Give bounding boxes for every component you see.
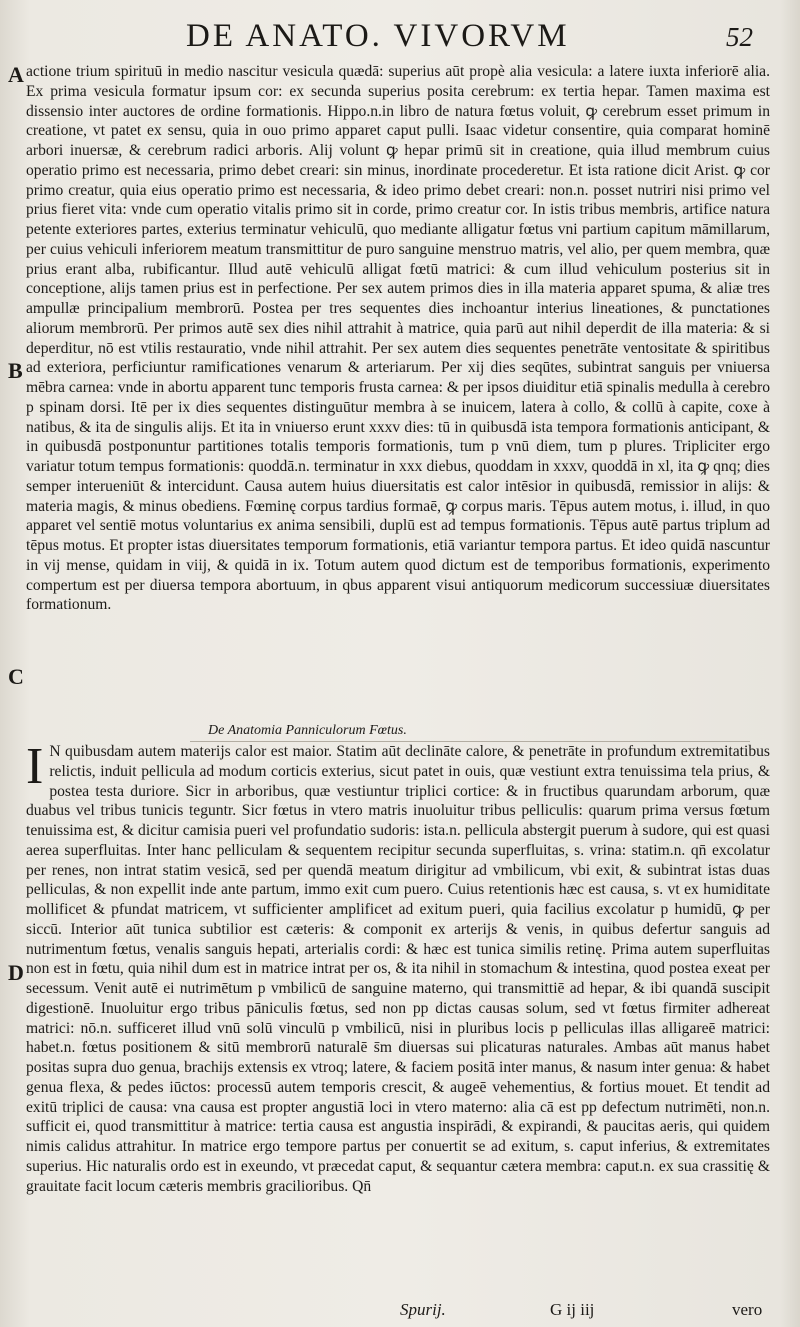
signature-mark: Spurij. [400, 1300, 446, 1319]
page-header [0, 18, 800, 58]
body-text-part-2 [26, 738, 770, 1196]
paragraph-1: actione trium spirituū in medio nascitur vesicula quædā: superius aūt propè alia vesicula: a latere iuxta inferiorē alia. Ex prima vesicula formatur ipsum cor: ex secunda superius posita cerebrum: ex tertia hepar. Tamen maxima est dissensio inter auctores de ordine formationis. Hippo.n.in libro de natura fœtus voluit, ꝙ cerebrum esset primum in creatione, vt patet ex sensu, quia in ouo primo apparet caput pulli. Isaac videtur consentire, quia comparat hominē arbori inuersæ, & cerebrum radici arboris. Alij volunt ꝙ hepar primū sit in creatione, quia illud membrum cuius operatio primo est necessaria, primo debet creari: sin minus, inordinate procederetur. Et ista ratione dicit Arist. ꝙ cor primo creatur, quia eius operatio primo est necessaria, & ideo primo debet creari: non.n. posset nutriri nisi primo vel prius fieret vita: vnde cum operatio vitalis primo sit in corde, primo creatur cor. In istis tribus membris, artifice natura petente exteriores partes, exterius terminatur vehiculū, quo mediante alligatur fœtus vni partium capitum māmillarum, per cuius vehiculi inferiorem meatum transmittitur de puro sanguine menstruo matris, vel alio, per quem membra, quæ prius erant alba, rubificantur. Illud autē vehiculū alligat fœtū matrici: & cum illud vehiculum posterius sit in conceptione, alijs tamen prius est in perfectione. Per sex autem primos dies in illa materia apparet spuma, & aliæ tres ampullæ principalium membrorū. Postea per tres sequentes dies inchoantur interius lineationes, & punctationes aliorum membrorū. Per primos autē sex dies nihil attrahit à matrice, quia parū aut nihil deperdit de illa materia: & si deperditur, nō est vtilis restauratio, vnde nihil attrahit. Per sex autem dies sequentes penetrāte ventositate & spiritibus ad exteriora, perficiuntur ramificationes venarum & arteriarum. Per xij dies seqūtes, subintrat sanguis per vniuersa mēbra carnea: vnde in abortu apparent tunc temporis frusta carnea: & per ipsos diuiditur etiā spinalis medulla à cerebro p spinam dorsi. Itē per ix dies sequentes distinguūtur membra à se inuicem, latera à collo, & collū à capite, coxe à natibus, & ita de singulis alijs. Et ita in vniuerso erunt xxxv dies: tū in quibusdā ista tempora formationis anticipant, & in quibusdā postponuntur partitiones totalis temporis formationis, tum p vnū diem, tum p plures. Tripliciter ergo variatur totum tempus formationis: quoddā.n. terminatur in xxx diebus, quoddam in xxxv, quoddā in xl, ita ꝙ qnq; dies semper interueniūt & intercidunt. Causa autem huius diuersitatis est calor intēsior in quibusdā, remissior in alijs: & materia magis, & minus obediens. Fœminę corpus tardius formaē, ꝙ corpus maris. Tēpus autem motus, i. illud, in quo apparet vel sentiē motus voluntarius ex anima sensibili, duplū est ad tempus formationis. Tēpus autē partus triplum ad tēpus motus. Et propter istas diuersitates temporum formationis, etiā variantur tempora partus. Et ideo quidā nascuntur in vij mense, quidam in viij, & quidā in ix. Totum autem quod dictum est de temporibus formationis, experimento compertum est per diuersa tempora abortuum, in qbus apparent visui antiquorum medicorum successiuæ diuersitates formationum. [26, 63, 770, 614]
margin-letter-d: D [8, 960, 24, 985]
page-footer [0, 1300, 800, 1324]
margin-letter-c: C [8, 664, 24, 689]
margin-letter-a: A [8, 62, 24, 87]
gathering-mark: G ij iij [550, 1300, 595, 1319]
drop-capital: I [26, 738, 44, 795]
paragraph-2: N quibusdam autem materijs calor est maior. Statim aūt declināte calore, & penetrāte in profundum extremitatibus relictis, induit pellicula ad modum corticis exterius, sicut patet in ouis, quæ vestiunt extra tenuissima tela prius, & postea testa duriore. Sicr in arboribus, quæ vestiuntur triplici cortice: & in fructibus quarundam arborum, quæ duabus vel tribus tunicis teguntr. Sicr fœtus in vtero matris inuoluitur tribus pelliculis: quarum prima versus fœtum tenuissima est, & dicitur camisia pueri vel profundatio sudoris: ista.n. pellicula abstergit puerum à sudore, qui est quasi aerea superfluitas. Inter hanc pelliculam & sequentem recipitur secunda superfluitas, s. vrina: statim.n. qn̄ excolatur per renes, non intrat statim vesicā, sed per quendā meatum dirigitur ad vmbilicum, vbi exit, & subintrat istas duas pelliculas, & non expellit inde ante partum, immo exit cum puero. Cuius retentionis hæc est causa, s. vt ex humiditate mollificet & pfundat matricem, vt sufficienter amplificet ad exitum pueri, quia facilius excolatur p humidū, ꝙ per siccū. Interior aūt tunica subtilior est cæteris: & componit ex arterijs & venis, in quibus defertur sanguis ad nutrimentum fœtus, venalis sanguis hepati, arterialis cordi: & hæc est tunica similis retinę. Prima autem superfluitas non est in fœtu, quia nihil dum est in matrice intrat per os, & ita nihil in stomachum & intestina, quod postea exeat per secessum. Venit autē ei nutrimētum p vmbilicū de sanguine materno, qui transmittiē ad hepar, & ibi quandā suscipit digestionē. Inuoluitur ergo tribus pāniculis fœtus, sed non pp dictas causas solum, sed vt fœtus firmiter adhereat matrici: nō.n. sufficeret illud vnū solū vinculū p vmbilicū, nisi in pluribus locis p pelliculas illas alligareē matrici: habet.n. fœtus positionem & sitū membrorū naturalē s̄m diuersas sui plicaturas naturales. Ambas aūt manus habet positas supra duo genua, brachijs extensis ex vtroq; latere, & faciem positā inter manus, & nasum inter genua: & habet genua flexa, & pedes iūctos: processū autem temporis crescit, & augeē vehementius, & fortius mouet. Et tendit ad exitū triplici de causa: vna causa est propter angustiā loci in vtero materno: alia cā est pp defectum nutrimēti, non.n. sufficit ei, quod transmittitur à matrice: tertia causa est angustia inspirādi, & expirandi, & paucitas aeris, qui quidem nimis calidus attrahitur. In matrice ergo tempore partus per conuertit se ad exitum, s. caput inferius, & extremitates superius. Hic naturalis ordo est in exeundo, vt præcedat caput, & sequantur cætera membra: caput.n. ex sua crassitię & grauitate facit locum cæteris membris gracilioribus. Qn̄ [26, 743, 770, 1195]
section-title: De Anatomia Panniculorum Fœtus. [208, 723, 407, 738]
margin-letter-b: B [8, 358, 23, 383]
running-title: DE ANATO. VIVORVM [186, 18, 570, 54]
body-text-part-1 [26, 62, 770, 615]
folio-number: 52 [726, 22, 753, 52]
catchword: vero [732, 1300, 763, 1319]
